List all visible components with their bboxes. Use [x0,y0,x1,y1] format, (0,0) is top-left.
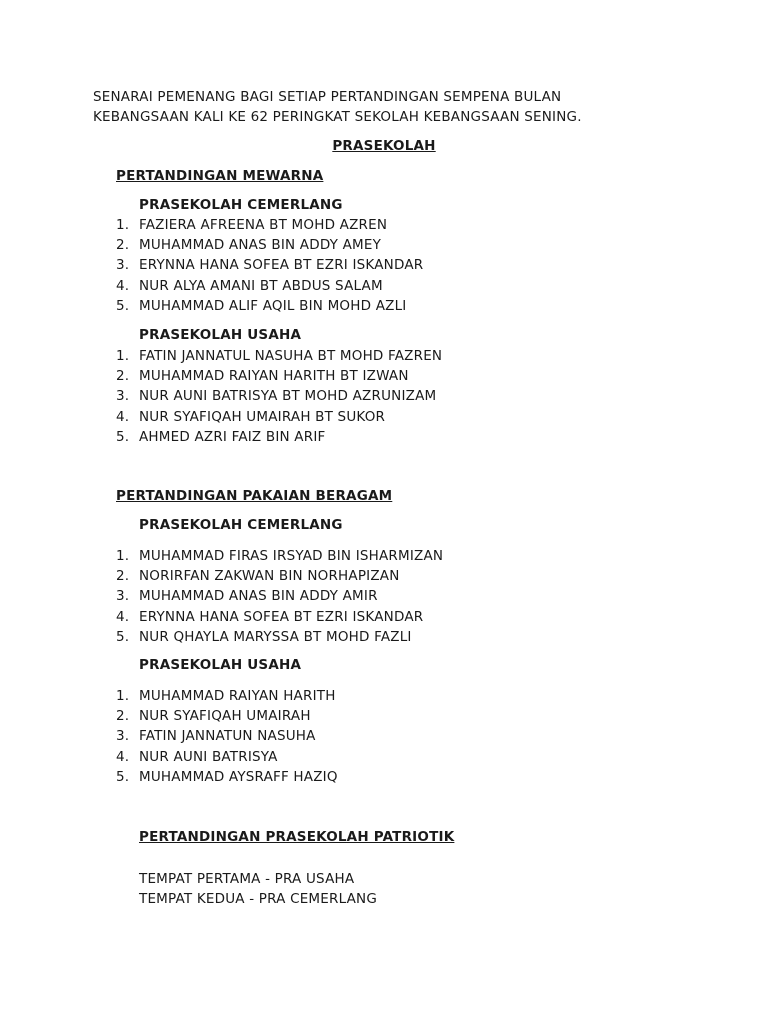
winner-name: FATIN JANNATUN NASUHA [139,728,316,745]
section-heading: PRASEKOLAH [332,138,436,154]
winner-name: FATIN JANNATUL NASUHA BT MOHD FAZREN [139,348,443,364]
list-number: 1. [116,548,130,564]
list-item [116,607,443,627]
intro-line-1: SENARAI PEMENANG BAGI SETIAP PERTANDINGAN SEMPENA BULAN [93,89,562,105]
list-item [116,566,443,586]
winner-list-mewarna-usaha [116,346,442,447]
list-item [116,276,423,296]
winner-name: MUHAMMAD ALIF AQIL BIN MOHD AZLI [139,297,407,314]
winner-name: NORIRFAN ZAKWAN BIN NORHAPIZAN [139,568,400,585]
list-item [116,346,442,366]
winner-name: ERYNNA HANA SOFEA BT EZRI ISKANDAR [139,608,424,625]
list-number: 4. [116,748,130,765]
winner-name: NUR SYAFIQAH UMAIRAH [139,708,311,725]
winner-name: NUR QHAYLA MARYSSA BT MOHD FAZLI [139,628,412,645]
winner-name: AHMED AZRI FAIZ BIN ARIF [139,428,326,445]
winner-name: MUHAMMAD FIRAS IRSYAD BIN ISHARMIZAN [139,548,444,564]
result-first-place: TEMPAT PERTAMA - PRA USAHA [139,871,355,887]
list-number: 2. [116,237,130,254]
list-item [116,427,442,447]
list-number: 1. [116,688,130,704]
list-number: 4. [116,608,130,625]
list-number: 1. [116,217,130,233]
list-item [116,546,443,566]
list-number: 5. [116,628,130,645]
list-item [116,747,338,767]
list-number: 3. [116,388,130,405]
list-item [116,767,338,787]
intro-line-2: KEBANGSAAN KALI KE 62 PERINGKAT SEKOLAH KEBANGSAAN SENING. [93,109,582,125]
list-number: 4. [116,277,130,294]
winner-name: MUHAMMAD ANAS BIN ADDY AMIR [139,588,378,605]
winner-name: MUHAMMAD AYSRAFF HAZIQ [139,768,338,785]
category-label-usaha: PRASEKOLAH USAHA [139,657,302,673]
list-item [116,386,442,406]
result-second-place: TEMPAT KEDUA - PRA CEMERLANG [139,891,378,907]
competition-title-patriotik: PERTANDINGAN PRASEKOLAH PATRIOTIK [139,829,455,845]
category-label-cemerlang: PRASEKOLAH CEMERLANG [139,197,343,213]
winner-name: MUHAMMAD RAIYAN HARITH [139,688,336,704]
list-item [116,215,423,235]
list-item [116,235,423,255]
winner-list-pakaian-usaha [116,686,338,787]
list-number: 5. [116,297,130,314]
winner-name: FAZIERA AFREENA BT MOHD AZREN [139,217,388,233]
list-item [116,627,443,647]
intro-text [93,87,582,127]
winner-name: NUR AUNI BATRISYA BT MOHD AZRUNIZAM [139,388,437,405]
list-item [116,686,338,706]
list-item [116,407,442,427]
list-item [116,726,338,746]
list-number: 1. [116,348,130,364]
winner-name: ERYNNA HANA SOFEA BT EZRI ISKANDAR [139,257,424,274]
list-number: 2. [116,368,130,385]
competition-title-mewarna: PERTANDINGAN MEWARNA [116,168,324,184]
list-number: 2. [116,568,130,585]
list-item [116,255,423,275]
winner-name: NUR SYAFIQAH UMAIRAH BT SUKOR [139,408,386,425]
list-item [116,296,423,316]
list-number: 5. [116,428,130,445]
list-item [116,706,338,726]
list-item [116,366,442,386]
category-label-cemerlang: PRASEKOLAH CEMERLANG [139,517,343,533]
list-number: 3. [116,588,130,605]
winner-list-mewarna-cemerlang [116,215,423,316]
list-number: 3. [116,257,130,274]
winner-name: NUR ALYA AMANI BT ABDUS SALAM [139,277,383,294]
competition-title-pakaian: PERTANDINGAN PAKAIAN BERAGAM [116,488,393,504]
category-label-usaha: PRASEKOLAH USAHA [139,327,302,343]
list-number: 5. [116,768,130,785]
list-number: 3. [116,728,130,745]
list-item [116,586,443,606]
list-number: 2. [116,708,130,725]
winner-name: MUHAMMAD ANAS BIN ADDY AMEY [139,237,382,254]
list-number: 4. [116,408,130,425]
winner-list-pakaian-cemerlang [116,546,443,647]
winner-name: MUHAMMAD RAIYAN HARITH BT IZWAN [139,368,409,385]
winner-name: NUR AUNI BATRISYA [139,748,278,765]
